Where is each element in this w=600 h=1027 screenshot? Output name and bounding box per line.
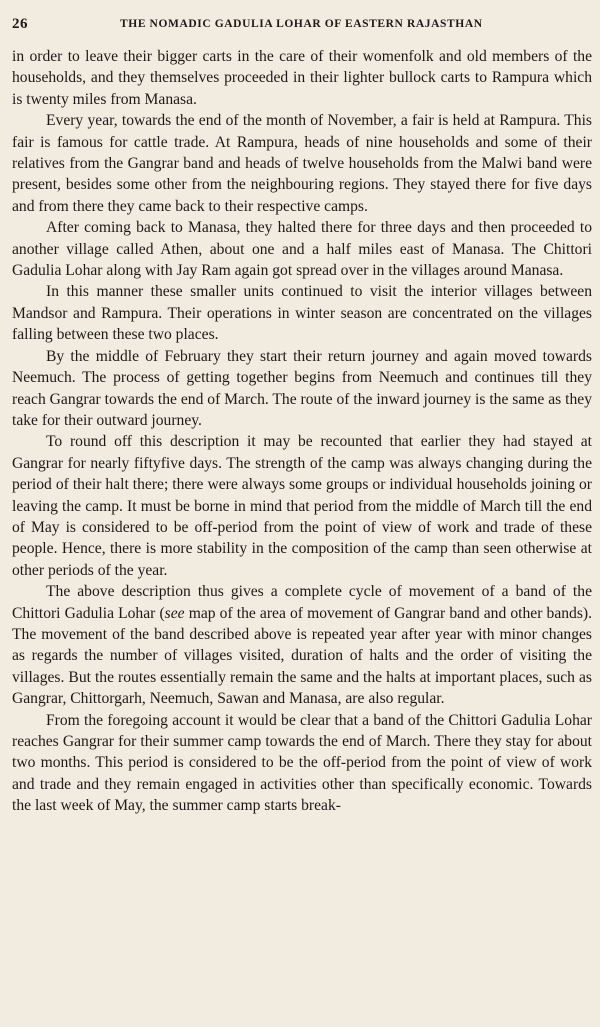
paragraph-3: After coming back to Manasa, they halted there for three days and then proceeded to another village called Athen, about one and a half miles east of Manasa. The Chittori Gadulia Lohar along with Jay Ram again got spread over in the villages around Manasa. xyxy=(12,219,592,280)
paragraph-7-text-after: map of the area of movement of Gangrar band and other bands). The movement of the band described above is repeated year after year with minor changes as regards the number of villages visited, duration of halts and the order of visiting the villages. But the routes essentially remain the same and the halts at important places, such as Gangrar, Chittorgarh, Neemuch, Sawan and Manasa, are also regular. xyxy=(12,604,592,708)
running-title: THE NOMADIC GADULIA LOHAR OF EASTERN RAJASTHAN xyxy=(120,18,483,30)
paragraph-1: in order to leave their bigger carts in the care of their womenfolk and old members of the households, and they themselves proceeded in their lighter bullock carts to Rampura which is twenty miles from Manasa. xyxy=(12,48,592,108)
paragraph-7-text-before: The above description thus gives a complete cycle of movement of a band of the Chittori Gadulia Lohar ( xyxy=(12,583,592,622)
page-number: 26 xyxy=(12,16,28,32)
paragraph-2: Every year, towards the end of the month of November, a fair is held at Rampura. This fair is famous for cattle trade. At Rampura, heads of nine households and some of their relatives from the Gangrar band and heads of twelve households from the Malwi band were present, besides some other from the neighbouring regions. They stayed there for five days and from there they came back to their respective camps. xyxy=(12,112,592,215)
running-header xyxy=(12,14,592,36)
body-text xyxy=(12,46,592,817)
paragraph-7 xyxy=(12,581,592,709)
paragraph-8: From the foregoing account it would be clear that a band of the Chittori Gadulia Lohar reaches Gangrar for their summer camp towards the end of March. There they stay for about two months. This period is considered to be the off-period from the point of view of work and trade and they remain engaged in activities other than specifically economic. Towards the last week of May, the summer camp starts break- xyxy=(12,711,592,815)
paragraph-7-italic-see: see xyxy=(164,604,185,622)
paragraph-6: To round off this description it may be recounted that earlier they had stayed at Gangrar for nearly fiftyfive days. The strength of the camp was always changing during the period of their halt there; there were always some groups or individual households joining or leaving the camp. It must be borne in mind that period from the middle of March till the end of May is considered to be off-period from the point of view of work and trade of these people. Hence, there is more stability in the composition of the camp than seen otherwise at other periods of the year. xyxy=(12,433,592,579)
paragraph-5: By the middle of February they start their return journey and again moved towards Neemuch. The process of getting together begins from Neemuch and continues till they reach Gangrar towards the end of March. The route of the inward journey is the same as they take for their outward journey. xyxy=(12,347,592,429)
paragraph-4: In this manner these smaller units continued to visit the interior villages between Mandsor and Rampura. Their operations in winter season are concentrated on the villages falling between these two places. xyxy=(12,283,592,344)
